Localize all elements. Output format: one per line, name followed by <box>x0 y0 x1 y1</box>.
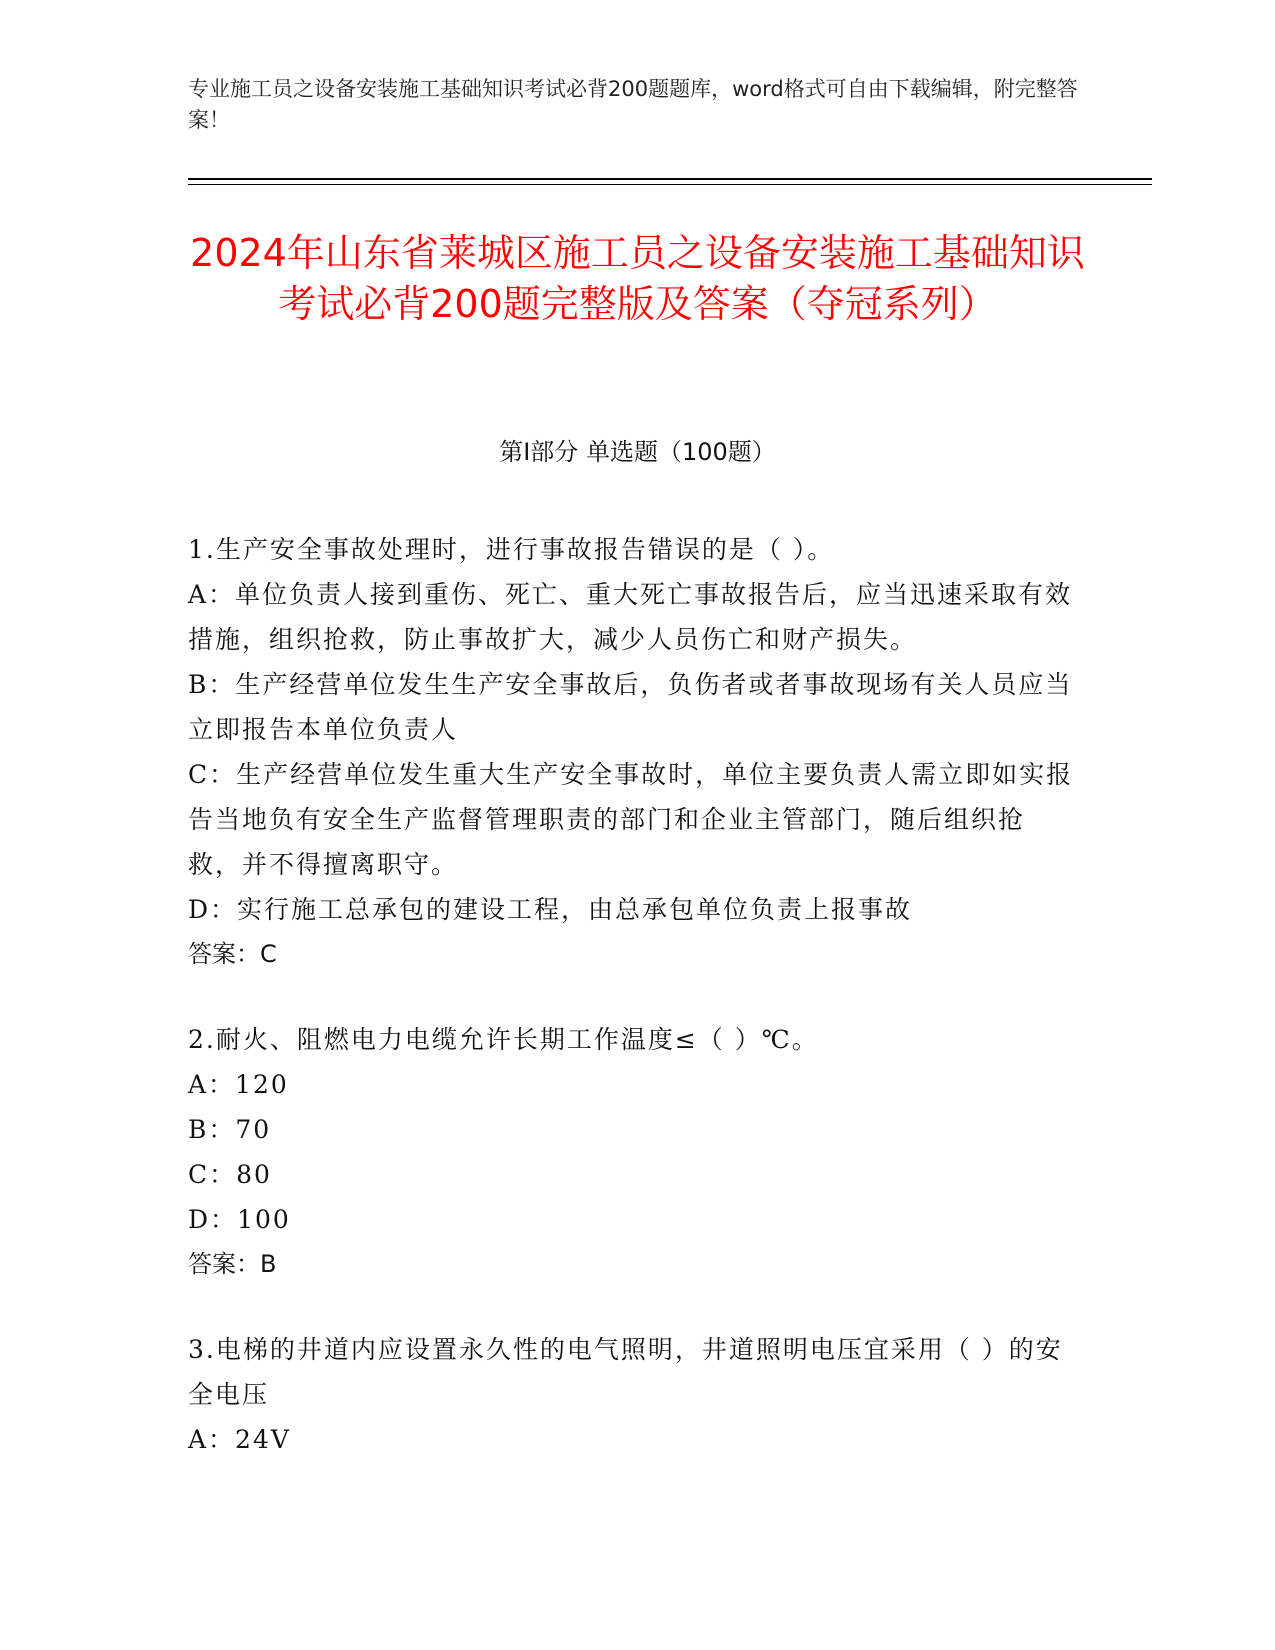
question-stem: 2.耐火、阻燃电力电缆允许长期工作温度≤（ ）℃。 <box>188 1025 819 1054</box>
option-b: B：70 <box>188 1115 272 1144</box>
option-a: A：单位负责人接到重伤、死亡、重大死亡事故报告后，应当迅速采取有效措施，组织抢救，防止事故扩大，减少人员伤亡和财产损失。 <box>188 580 1073 654</box>
option-b: B：生产经营单位发生生产安全事故后，负伤者或者事故现场有关人员应当立即报告本单位负责人 <box>188 670 1073 744</box>
option-a: A：24V <box>188 1425 291 1454</box>
option-d: D：实行施工总承包的建设工程，由总承包单位负责上报事故 <box>188 895 913 924</box>
question-2 <box>188 1017 1078 1287</box>
question-stem: 1.生产安全事故处理时，进行事故报告错误的是（ ）。 <box>188 535 835 564</box>
header-note: 专业施工员之设备安装施工基础知识考试必背200题题库，word格式可自由下载编辑，附完整答案！ <box>188 77 1078 132</box>
option-c: C：生产经营单位发生重大生产安全事故时，单位主要负责人需立即如实报告当地负有安全生产监督管理职责的部门和企业主管部门，随后组织抢救，并不得擅离职守。 <box>188 760 1074 879</box>
option-c: C：80 <box>188 1160 272 1189</box>
question-3 <box>188 1327 1078 1462</box>
document-title: 2024年山东省莱城区施工员之设备安装施工基础知识考试必背200题完整版及答案（夺冠系列） <box>190 231 1085 326</box>
answer: 答案：C <box>188 940 277 968</box>
question-stem: 3.电梯的井道内应设置永久性的电气照明，井道照明电压宜采用（ ）的安全电压 <box>188 1335 1063 1409</box>
question-list <box>188 527 1078 1502</box>
option-a: A：120 <box>188 1070 289 1099</box>
option-d: D：100 <box>188 1205 291 1234</box>
section-title: 第Ⅰ部分 单选题（100题） <box>499 438 776 466</box>
header-divider-thick <box>188 178 1152 180</box>
header-divider-thin <box>188 184 1152 185</box>
answer: 答案：B <box>188 1250 277 1278</box>
question-1 <box>188 527 1078 977</box>
